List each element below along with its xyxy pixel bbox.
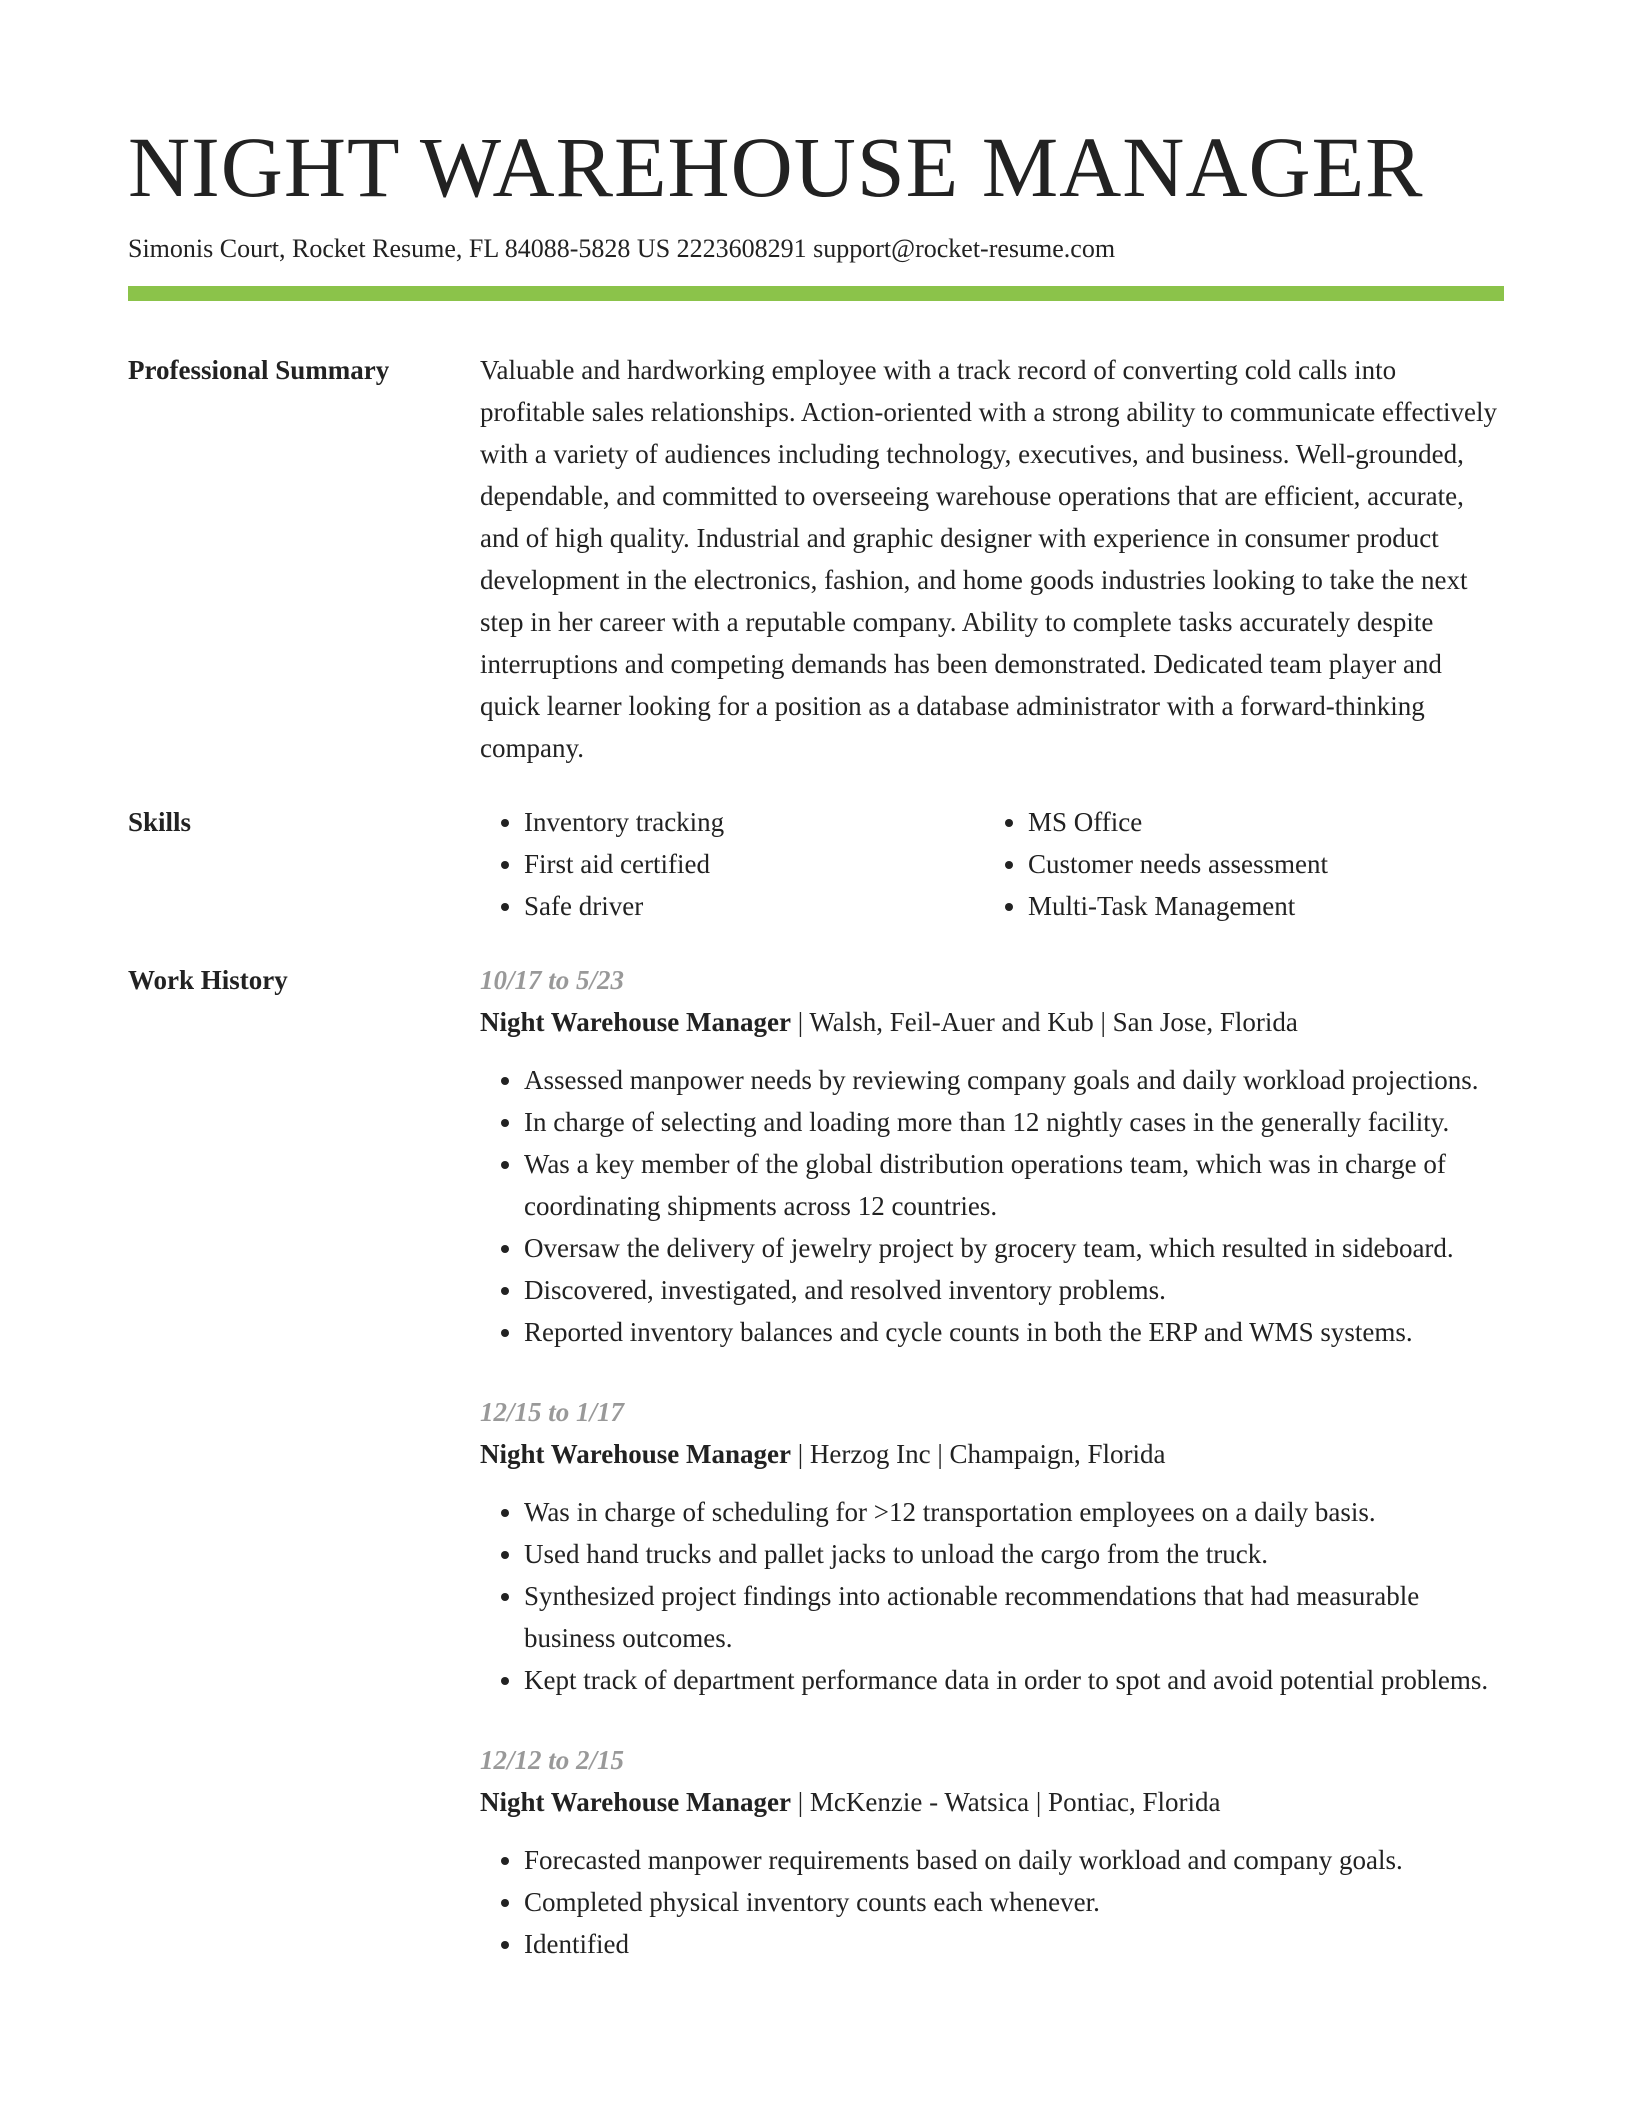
- skills-body: [480, 801, 1504, 927]
- work-history-body: [480, 959, 1504, 2003]
- summary-title: Professional Summary: [128, 355, 390, 385]
- skill-item: • Inventory tracking: [524, 801, 984, 843]
- job-role: Night Warehouse Manager: [480, 1787, 792, 1817]
- job-bullet: • Identified: [524, 1923, 1504, 1965]
- resume-name-heading: NIGHT WAREHOUSE MANAGER: [128, 119, 1424, 215]
- skill-item: • First aid certified: [524, 843, 984, 885]
- job-bullets: [480, 1059, 1504, 1353]
- job-dates: 12/12 to 2/15: [480, 1745, 625, 1775]
- job-bullet: • Forecasted manpower requirements based on daily workload and company goals.: [524, 1839, 1504, 1881]
- job-bullet: • Reported inventory balances and cycle counts in both the ERP and WMS systems.: [524, 1311, 1504, 1353]
- job-details: | Walsh, Feil-Auer and Kub | San Jose, Florida: [791, 1007, 1298, 1037]
- job-bullet: • Discovered, investigated, and resolved inventory problems.: [524, 1269, 1504, 1311]
- job-bullet: • Was a key member of the global distribution operations team, which was in charge of coordinating shipments across 12 countries.: [524, 1143, 1504, 1227]
- contact-line: Simonis Court, Rocket Resume, FL 84088-5828 US 2223608291 support@rocket-resume.com: [128, 234, 1116, 263]
- job-bullet: • Oversaw the delivery of jewelry project by grocery team, which resulted in sideboard.: [524, 1227, 1504, 1269]
- skills-list-left: [480, 801, 984, 927]
- job-bullet: • In charge of selecting and loading more than 12 nightly cases in the generally facility.: [524, 1101, 1504, 1143]
- job-details: | Herzog Inc | Champaign, Florida: [791, 1439, 1166, 1469]
- skill-item: • Customer needs assessment: [1028, 843, 1488, 885]
- job-bullets: [480, 1839, 1504, 1965]
- job-title-line: [480, 1781, 1504, 1823]
- skill-item: • MS Office: [1028, 801, 1488, 843]
- job-role: Night Warehouse Manager: [480, 1439, 792, 1469]
- job-bullet: • Kept track of department performance data in order to spot and avoid potential problems.: [524, 1659, 1504, 1701]
- summary-body: [480, 349, 1504, 769]
- job-title-line: [480, 1001, 1504, 1043]
- job-entry: [480, 1391, 1504, 1701]
- skills-title: Skills: [128, 807, 192, 837]
- skill-item: • Safe driver: [524, 885, 984, 927]
- skills-list-right: [984, 801, 1488, 927]
- job-entry: [480, 1739, 1504, 1965]
- job-bullet: • Was in charge of scheduling for >12 transportation employees on a daily basis.: [524, 1491, 1504, 1533]
- job-details: | McKenzie - Watsica | Pontiac, Florida: [791, 1787, 1221, 1817]
- job-bullet: • Synthesized project findings into actionable recommendations that had measurable business outcomes.: [524, 1575, 1504, 1659]
- job-dates: 10/17 to 5/23: [480, 965, 625, 995]
- skill-item: • Multi-Task Management: [1028, 885, 1488, 927]
- job-role: Night Warehouse Manager: [480, 1007, 792, 1037]
- job-entry: [480, 959, 1504, 1353]
- work-history-title: Work History: [128, 965, 288, 995]
- job-bullet: • Assessed manpower needs by reviewing company goals and daily workload projections.: [524, 1059, 1504, 1101]
- job-bullets: [480, 1491, 1504, 1701]
- summary-text: Valuable and hardworking employee with a track record of converting cold calls into profitable sales relationships. Action-oriented with a strong ability to communicate effectively with a variety of audiences including technology, executives, and business. Well-grounded, dependable, and committed to overseeing warehouse operations that are efficient, accurate, and of high quality. Industrial and graphic designer with experience in consumer product development in the electronics, fashion, and home goods industries looking to take the next step in her career with a reputable company. Ability to complete tasks accurately despite interruptions and competing demands has been demonstrated. Dedicated team player and quick learner looking for a position as a database administrator with a forward-thinking company.: [480, 355, 1497, 763]
- job-bullet: • Completed physical inventory counts each whenever.: [524, 1881, 1504, 1923]
- job-title-line: [480, 1433, 1504, 1475]
- job-bullet: • Used hand trucks and pallet jacks to unload the cargo from the truck.: [524, 1533, 1504, 1575]
- job-dates: 12/15 to 1/17: [480, 1397, 625, 1427]
- accent-divider: [128, 286, 1504, 301]
